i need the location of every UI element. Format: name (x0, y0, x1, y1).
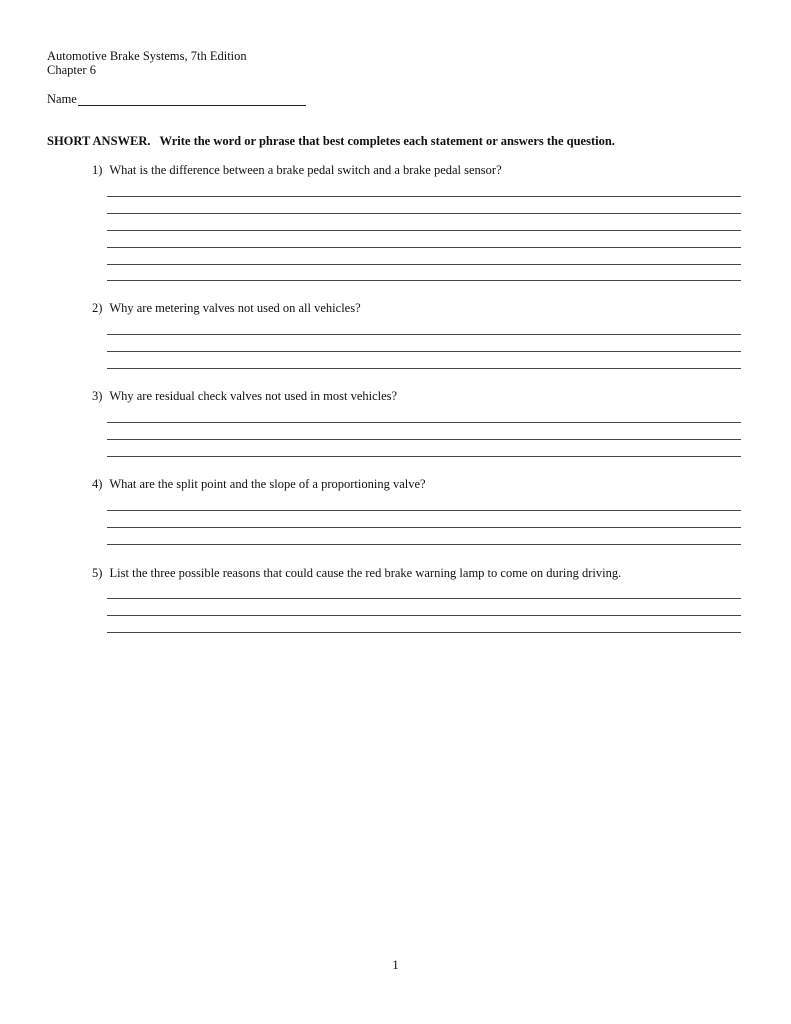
question-number: 1) (92, 163, 103, 177)
name-field (47, 92, 306, 106)
answer-line (107, 196, 741, 197)
answer-line (107, 439, 741, 440)
question-text: List the three possible reasons that could cause the red brake warning lamp to come on during driving. (109, 566, 622, 580)
question-3 (92, 389, 397, 403)
name-label: Name (47, 92, 77, 106)
answer-line (107, 632, 741, 633)
question-4 (92, 477, 426, 491)
instructions (47, 134, 615, 148)
question-text: What is the difference between a brake pedal switch and a brake pedal sensor? (109, 163, 502, 177)
answer-line (107, 247, 741, 248)
answer-line (107, 230, 741, 231)
instructions-text: Write the word or phrase that best completes each statement or answers the question. (159, 134, 615, 148)
answer-line (107, 351, 741, 352)
answer-line (107, 368, 741, 369)
question-5 (92, 566, 621, 580)
chapter-label: Chapter 6 (47, 63, 96, 77)
answer-line (107, 510, 741, 511)
page-number: 1 (392, 958, 399, 972)
question-number: 2) (92, 301, 103, 315)
answer-line (107, 213, 741, 214)
book-title: Automotive Brake Systems, 7th Edition (47, 49, 247, 63)
answer-line (107, 280, 741, 281)
answer-line (107, 527, 741, 528)
question-number: 5) (92, 566, 103, 580)
document-header (47, 49, 247, 77)
question-number: 4) (92, 477, 103, 491)
answer-line (107, 598, 741, 599)
question-1 (92, 163, 502, 177)
question-2 (92, 301, 361, 315)
answer-line (107, 615, 741, 616)
instructions-heading: SHORT ANSWER. (47, 134, 151, 148)
answer-line (107, 264, 741, 265)
answer-line (107, 544, 741, 545)
question-text: What are the split point and the slope of a proportioning valve? (109, 477, 426, 491)
answer-line (107, 334, 741, 335)
name-input-line[interactable] (78, 93, 306, 106)
answer-line (107, 422, 741, 423)
question-text: Why are metering valves not used on all vehicles? (109, 301, 361, 315)
answer-line (107, 456, 741, 457)
question-number: 3) (92, 389, 103, 403)
question-text: Why are residual check valves not used in most vehicles? (109, 389, 398, 403)
